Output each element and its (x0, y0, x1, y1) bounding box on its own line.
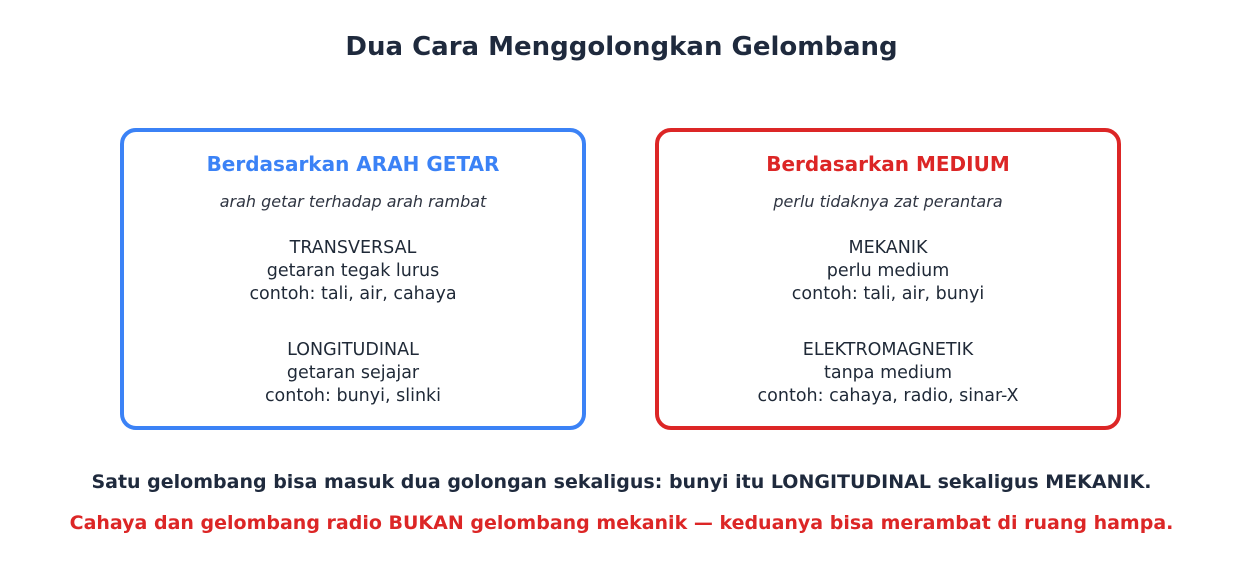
group-longitudinal (124, 339, 582, 408)
group-elektromagnetik-desc: tanpa medium (824, 363, 952, 383)
group-transversal-name: TRANSVERSAL (289, 238, 417, 258)
group-mekanik-desc: perlu medium (826, 261, 950, 281)
group-transversal-desc: getaran tegak lurus (266, 261, 440, 281)
card-medium (655, 128, 1121, 430)
card-medium-heading: Berdasarkan MEDIUM (766, 152, 1010, 176)
group-elektromagnetik-name: ELEKTROMAGNETIK (802, 340, 974, 360)
group-longitudinal-name: LONGITUDINAL (287, 340, 419, 360)
note-not-mechanical: Cahaya dan gelombang radio BUKAN gelombang mekanik — keduanya bisa merambat di ruang hampa. (69, 512, 1174, 534)
card-medium-subtitle: perlu tidaknya zat perantara (773, 192, 1003, 211)
group-elektromagnetik-example: contoh: cahaya, radio, sinar-X (757, 386, 1019, 406)
group-mekanik (659, 237, 1117, 306)
card-arah-getar-heading: Berdasarkan ARAH GETAR (206, 152, 500, 176)
group-mekanik-name: MEKANIK (848, 238, 928, 258)
group-elektromagnetik (659, 339, 1117, 408)
card-arah-getar (120, 128, 586, 430)
group-longitudinal-example: contoh: bunyi, slinki (264, 386, 442, 406)
group-transversal-example: contoh: tali, air, cahaya (249, 284, 457, 304)
page-title: Dua Cara Menggolongkan Gelombang (345, 32, 898, 62)
card-arah-getar-subtitle: arah getar terhadap arah rambat (219, 192, 487, 211)
group-longitudinal-desc: getaran sejajar (286, 363, 420, 383)
note-dual-classification: Satu gelombang bisa masuk dua golongan sekaligus: bunyi itu LONGITUDINAL sekaligus MEKANIK. (91, 471, 1152, 493)
group-transversal (124, 237, 582, 306)
group-mekanik-example: contoh: tali, air, bunyi (791, 284, 985, 304)
